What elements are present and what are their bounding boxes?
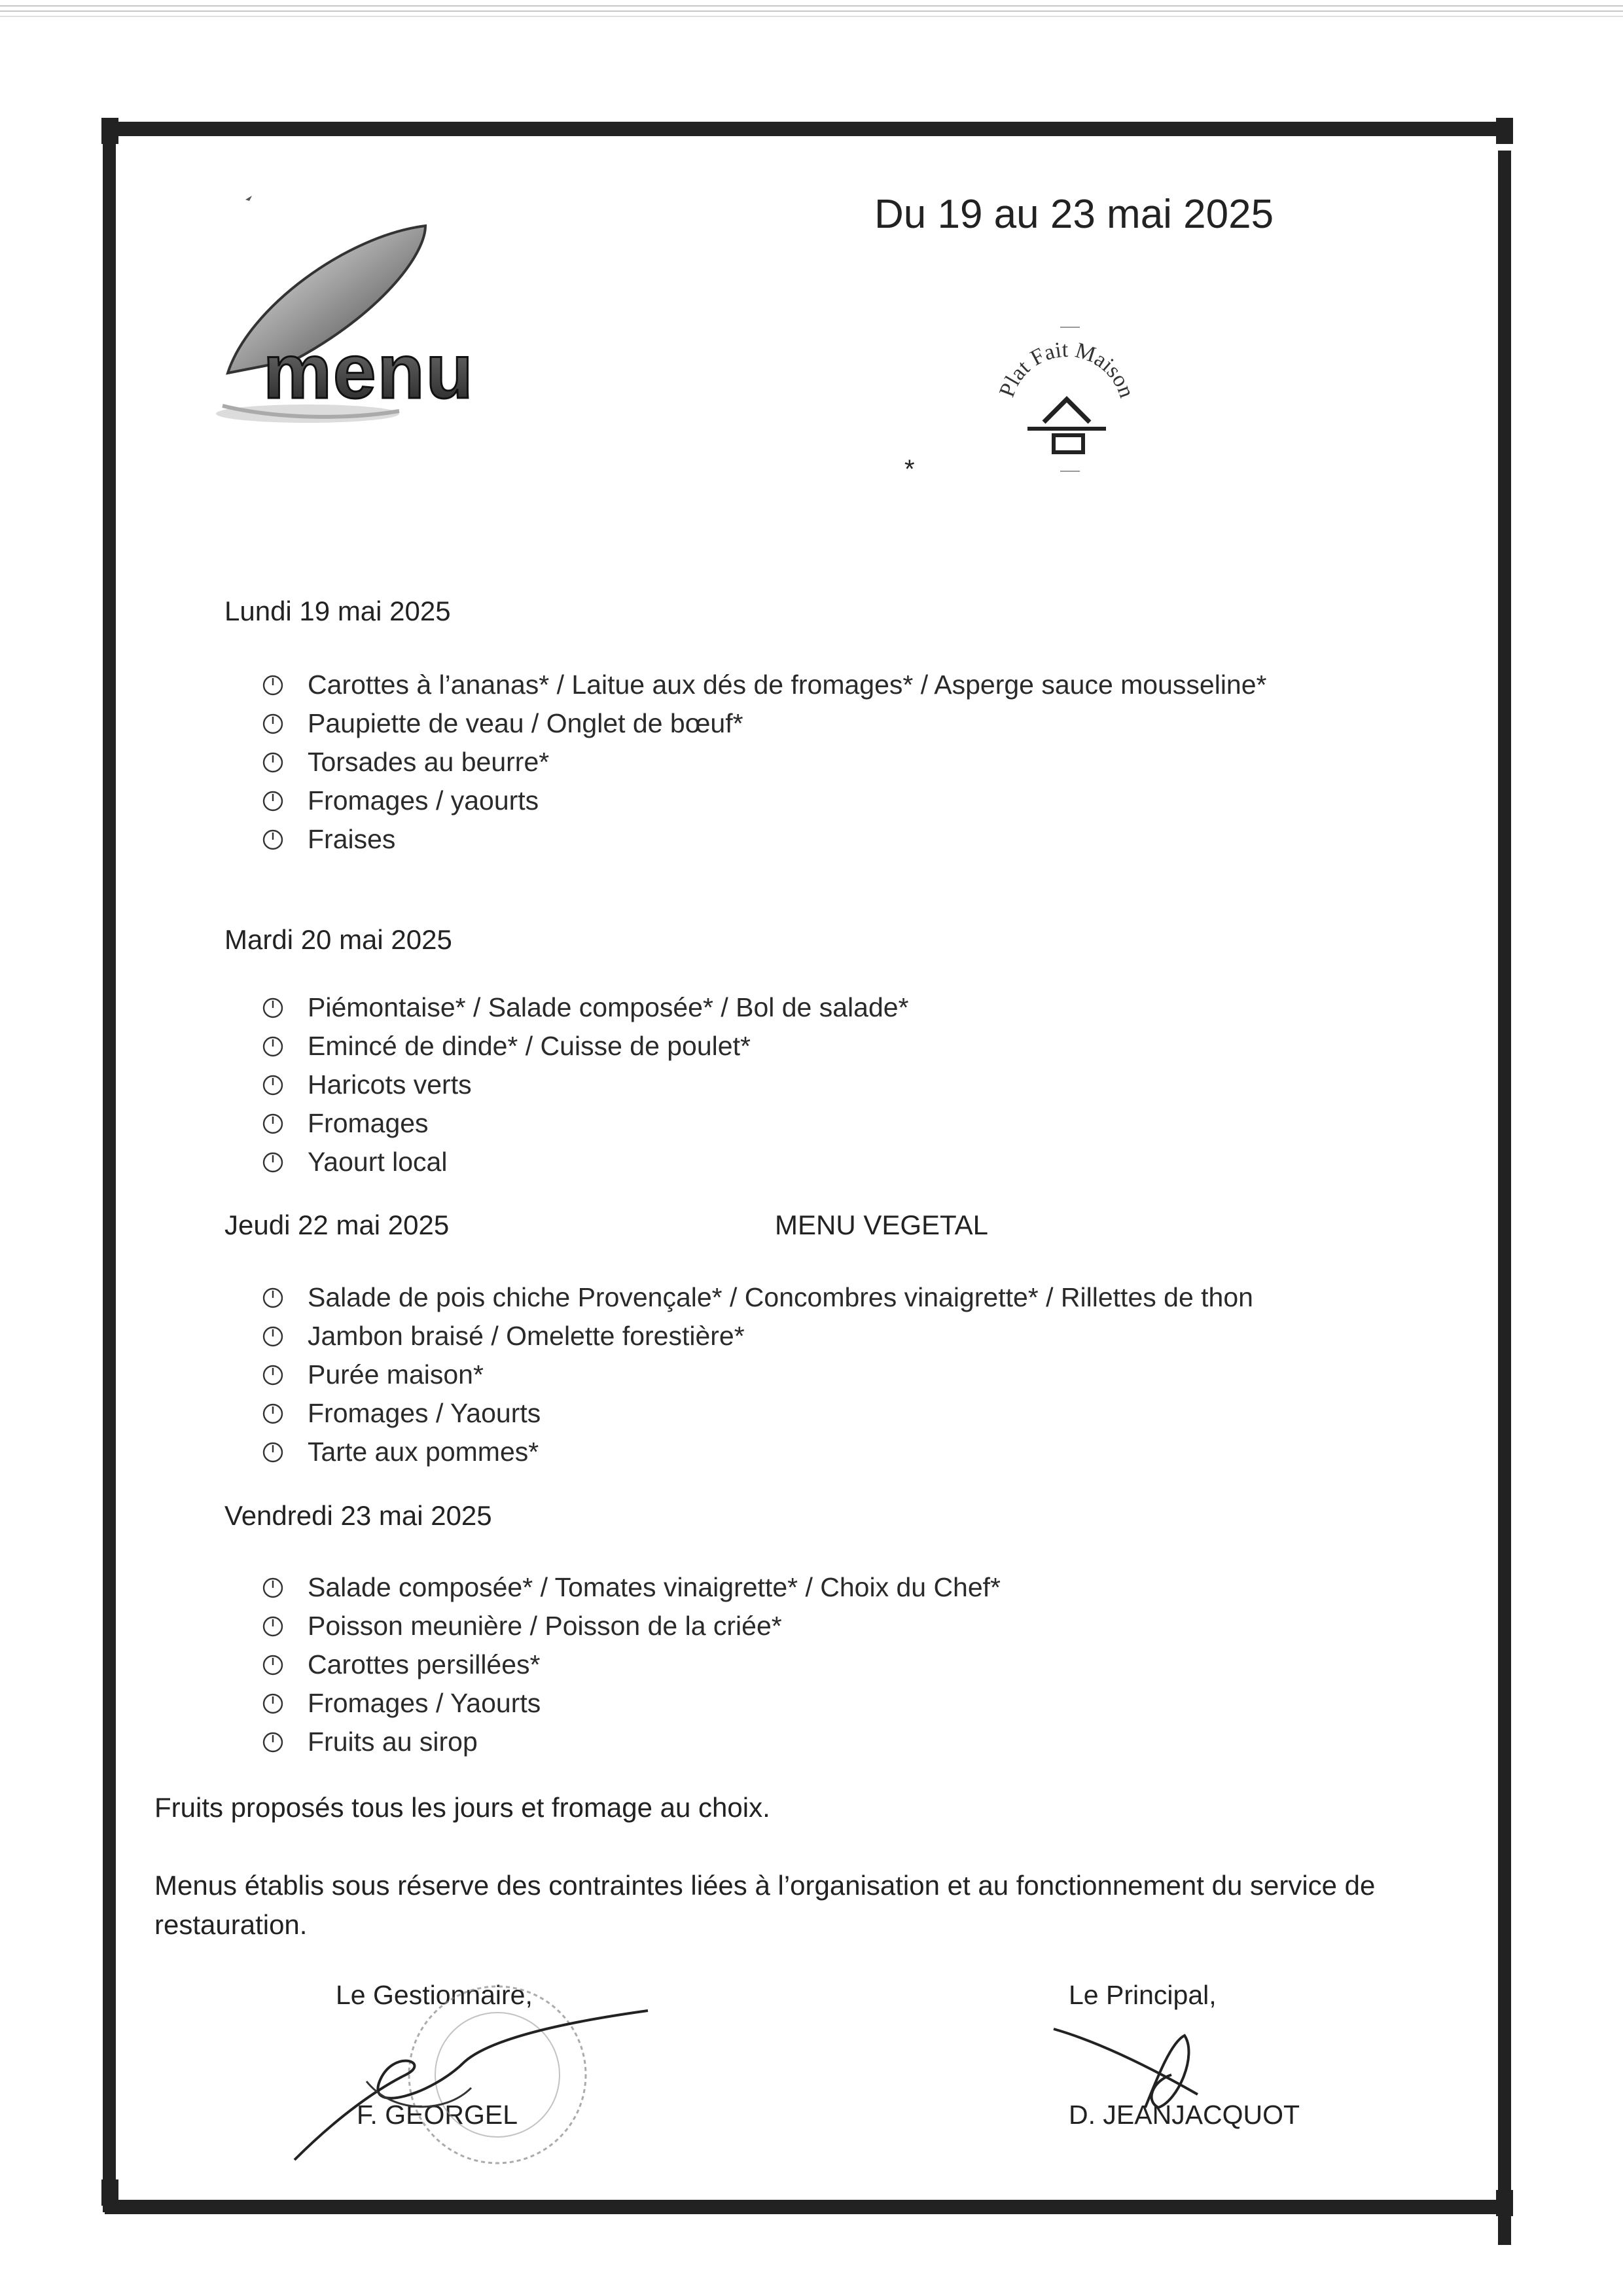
clock-bullet-icon — [262, 790, 284, 812]
clock-bullet-icon — [262, 1403, 284, 1425]
list-item — [262, 1066, 909, 1104]
principal-title: Le Principal, — [1069, 1980, 1217, 2010]
list-item — [262, 1684, 1001, 1723]
dish-label: Fruits au sirop — [308, 1727, 478, 1757]
dish-label: Fromages / Yaourts — [308, 1398, 541, 1428]
list-item — [262, 1104, 909, 1143]
list-item — [262, 1143, 909, 1181]
menu-vegetal-label: MENU VEGETAL — [775, 1210, 988, 1240]
dish-label: Carottes à l’ananas* / Laitue aux dés de fromages* / Asperge sauce mousseline* — [308, 670, 1267, 700]
list-item — [262, 781, 1267, 820]
left-border — [100, 118, 118, 2212]
list-item — [262, 1355, 1253, 1394]
clock-bullet-icon — [262, 1113, 284, 1135]
clock-bullet-icon — [262, 1074, 284, 1096]
dish-label: Salade de pois chiche Provençale* / Concombres vinaigrette* / Rillettes de thon — [308, 1282, 1253, 1312]
house-icon — [1044, 399, 1090, 422]
day-heading-lundi: Lundi 19 mai 2025 — [224, 596, 451, 626]
list-item — [262, 704, 1267, 743]
plat-fait-maison-badge — [982, 314, 1152, 484]
clock-bullet-icon — [262, 1577, 284, 1599]
menu-cloche-logo — [209, 183, 524, 432]
list-item — [262, 1394, 1253, 1433]
day-heading-vendredi: Vendredi 23 mai 2025 — [224, 1500, 492, 1531]
principal-signature — [1047, 2016, 1243, 2121]
scan-line — [0, 10, 1623, 12]
border-corner — [1496, 2190, 1513, 2216]
dish-label: Jambon braisé / Omelette forestière* — [308, 1321, 745, 1351]
clock-bullet-icon — [262, 1615, 284, 1638]
clock-bullet-icon — [262, 713, 284, 735]
list-item — [262, 1568, 1001, 1607]
list-item — [262, 820, 1267, 859]
dish-label: Poisson meunière / Poisson de la criée* — [308, 1611, 782, 1641]
menu-word: menu — [263, 329, 474, 415]
list-item — [262, 1027, 909, 1066]
fruits-note: Fruits proposés tous les jours et fromage au choix. — [154, 1792, 770, 1823]
clock-bullet-icon — [262, 829, 284, 851]
badge-asterisk: * — [904, 455, 915, 484]
menu-list-lundi — [262, 666, 1267, 859]
bottom-border — [105, 2198, 1512, 2216]
reserve-note: Menus établis sous réserve des contraintes liées à l’organisation et au fonctionnement du service de restauration. — [154, 1870, 1376, 1940]
dish-label: Salade composée* / Tomates vinaigrette* / Choix du Chef* — [308, 1572, 1001, 1602]
steam-mark — [245, 196, 252, 201]
gestionnaire-signature — [281, 1983, 674, 2179]
menu-list-vendredi — [262, 1568, 1001, 1761]
dish-label: Fromages — [308, 1108, 429, 1138]
clock-bullet-icon — [262, 997, 284, 1019]
dish-label: Purée maison* — [308, 1359, 484, 1390]
clock-bullet-icon — [262, 1151, 284, 1174]
page-title: Du 19 au 23 mai 2025 — [874, 192, 1274, 237]
list-item — [262, 743, 1267, 781]
dish-label: Paupiette de veau / Onglet de bœuf* — [308, 708, 743, 738]
clock-bullet-icon — [262, 1287, 284, 1309]
dish-label: Fromages / Yaourts — [308, 1688, 541, 1718]
list-item — [262, 1433, 1253, 1471]
scan-line — [0, 16, 1623, 17]
gestionnaire-title: Le Gestionnaire, — [336, 1980, 533, 2010]
list-item — [262, 1645, 1001, 1684]
border-corner — [101, 118, 118, 144]
pot-icon — [1054, 435, 1083, 452]
dish-label: Yaourt local — [308, 1147, 448, 1177]
day-heading-jeudi: Jeudi 22 mai 2025 — [224, 1210, 450, 1240]
clock-bullet-icon — [262, 1654, 284, 1676]
list-item — [262, 1723, 1001, 1761]
dish-label: Torsades au beurre* — [308, 747, 550, 777]
clock-bullet-icon — [262, 1731, 284, 1753]
clock-bullet-icon — [262, 1035, 284, 1058]
clock-bullet-icon — [262, 1325, 284, 1348]
clock-bullet-icon — [262, 1364, 284, 1386]
dish-label: Haricots verts — [308, 1069, 472, 1100]
list-item — [262, 1607, 1001, 1645]
gestionnaire-name: F. GEORGEL — [357, 2100, 518, 2130]
badge-label: Plat Fait Maison — [995, 337, 1139, 401]
border-corner — [101, 2179, 118, 2206]
clock-bullet-icon — [262, 1693, 284, 1715]
right-border — [1495, 151, 1514, 2245]
dish-label: Fromages / yaourts — [308, 785, 539, 816]
list-item — [262, 666, 1267, 704]
clock-bullet-icon — [262, 674, 284, 696]
list-item — [262, 988, 909, 1027]
list-item — [262, 1278, 1253, 1317]
clock-bullet-icon — [262, 1441, 284, 1463]
menu-list-mardi — [262, 988, 909, 1181]
list-item — [262, 1317, 1253, 1355]
menu-list-jeudi — [262, 1278, 1253, 1471]
dish-label: Emincé de dinde* / Cuisse de poulet* — [308, 1031, 751, 1061]
border-corner — [1496, 118, 1513, 144]
scan-line — [0, 5, 1623, 7]
clock-bullet-icon — [262, 751, 284, 774]
dish-label: Piémontaise* / Salade composée* / Bol de salade* — [308, 992, 909, 1022]
top-border — [105, 120, 1512, 138]
dish-label: Fraises — [308, 824, 396, 854]
dish-label: Tarte aux pommes* — [308, 1437, 539, 1467]
day-heading-mardi: Mardi 20 mai 2025 — [224, 924, 452, 955]
principal-name: D. JEANJACQUOT — [1069, 2100, 1300, 2130]
dish-label: Carottes persillées* — [308, 1649, 541, 1679]
